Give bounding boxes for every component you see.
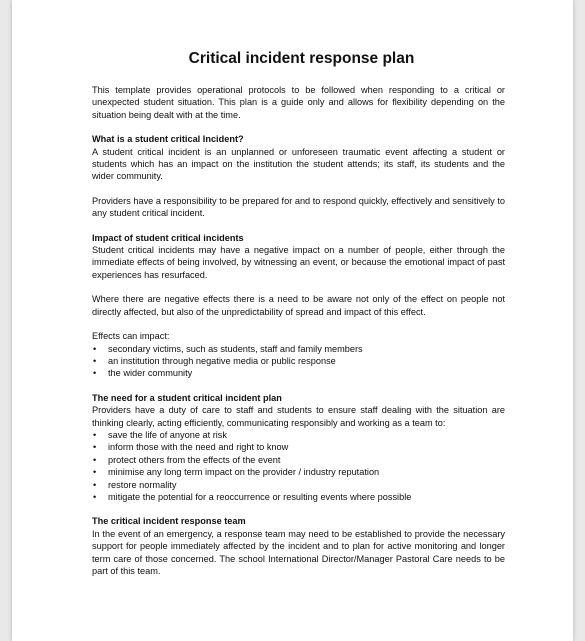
- document-page: [12, 0, 573, 641]
- list-item: • restore normality: [93, 479, 177, 490]
- bullet-icon: •: [93, 343, 97, 354]
- section-paragraph: Student critical incidents may have a negative impact on a number of people, either through the immediate effects of being involved, by witnessing an event, or because the emotional impact of past experiences has resurfaced.: [92, 245, 505, 280]
- bullet-icon: •: [93, 355, 97, 366]
- list-item: • protect others from the effects of the event: [93, 454, 281, 465]
- bullet-list: [92, 343, 505, 380]
- section-paragraph: Providers have a duty of care to staff and students to ensure staff dealing with the situation are thinking clearly, acting efficiently, communicating responsibly and working as a team to:: [92, 405, 505, 428]
- document-content: [92, 50, 505, 589]
- list-item: • minimise any long term impact on the provider / industry reputation: [93, 467, 380, 478]
- bullet-icon: •: [93, 491, 97, 502]
- list-item: • secondary victims, such as students, staff and family members: [93, 343, 363, 354]
- intro-paragraph: This template provides operational protocols to be followed when responding to a critical or unexpected student situation. This plan is a guide only and allows for flexibility depending on the situation being dealt with at the time.: [92, 85, 505, 120]
- list-item: • mitigate the potential for a reoccurrence or resulting events where possible: [93, 491, 412, 502]
- list-item: • inform those with the need and right to know: [93, 442, 289, 453]
- section-paragraph: In the event of an emergency, a response team may need to be established to provide the necessary support for people immediately affected by the incident and to plan for active monitoring and longer term care of those concerned. The school International Director/Manager Pastoral Care needs to be part of this team.: [92, 528, 505, 576]
- bullet-list: [92, 429, 505, 503]
- section-paragraph: Providers have a responsibility to be prepared for and to respond quickly, effectively and sensitively to any student critical incident.: [92, 195, 505, 219]
- section-heading: What is a student critical Incident?: [92, 134, 244, 145]
- bullet-icon: •: [93, 442, 97, 453]
- bullet-icon: •: [93, 479, 97, 490]
- bullet-icon: •: [93, 429, 97, 440]
- list-item: • an institution through negative media or public response: [93, 355, 336, 366]
- section-heading: The critical incident response team: [92, 516, 246, 527]
- list-item: • save the life of anyone at risk: [93, 429, 227, 440]
- section-paragraph: Effects can impact:: [92, 331, 170, 342]
- document-title: Critical incident response plan: [188, 50, 415, 67]
- bullet-icon: •: [93, 454, 97, 465]
- section-paragraph: A student critical incident is an unplanned or unforeseen traumatic event affecting a student or students which has an impact on the institution the student attends; its staff, its students and the wider community.: [92, 146, 505, 182]
- section-heading: The need for a student critical incident plan: [92, 392, 282, 403]
- list-item: • the wider community: [93, 368, 193, 379]
- bullet-icon: •: [93, 368, 97, 379]
- bullet-icon: •: [93, 467, 97, 478]
- section-heading: Impact of student critical incidents: [92, 232, 244, 243]
- section-paragraph: Where there are negative effects there is a need to be aware not only of the effect on people not directly affected, but also of the unpredictability of spread and impact of this effect.: [92, 294, 505, 317]
